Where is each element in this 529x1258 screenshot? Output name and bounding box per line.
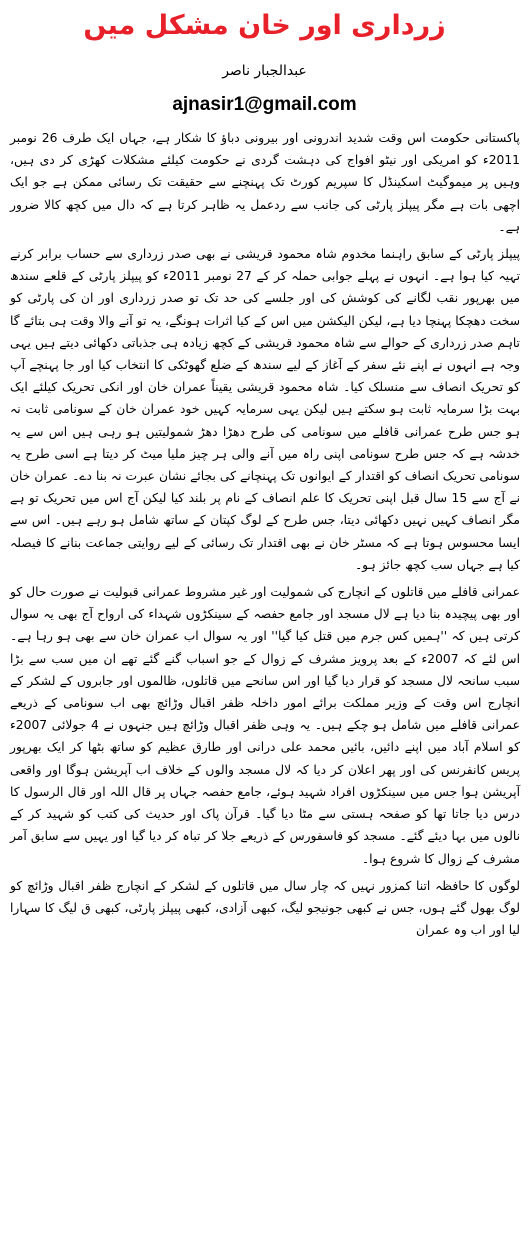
- author-email: ajnasir1@gmail.com: [172, 94, 357, 115]
- article-title: زرداری اور خان مشکل میں: [83, 10, 446, 41]
- author-name: عبدالجبار ناصر: [222, 63, 307, 79]
- article-paragraph: پیپلز پارٹی کے سابق راہنما مخدوم شاہ محمود قریشی نے بھی صدر زرداری سے حساب برابر کرنے تہیہ کیا ہوا ہے۔ انہوں نے پہلے جوابی حملہ کر کے 27 نومبر 2011ء کو پیپلز پارٹی کے قلعے سندھ میں بھرپور نقب لگانے کی کوشش کی اور جلسے کی حد تک تو صدر زرداری اور ان کی پارٹی کو سخت دھچکا پہنچا دیا ہے، لیکن الیکشن میں اس کے کیا اثرات ہونگے، یہ تو آنے والا وقت ہی بتائے گا تاہم صدر زرداری کے حوالے سے شاہ محمود قریشی کے کچھ زیادہ ہی جذباتی دکھائی دیتے ہیں یہی وجہ ہے انہوں نے اپنے نئے سفر کے آغاز کے لیے سندھ کے ضلع گھوٹکی کا انتخاب کیا اور جا پہنچے آپ کو تحریک انصاف سے منسلک کیا۔ شاہ محمود قریشی یقیناً عمران خان اور انکی تحریک کیلئے ایک بہت بڑا سرمایہ ثابت ہو سکتے ہیں لیکن یہی سرمایہ کہیں خود عمران خان کے سونامی ثابت نہ ہو جس طرح عمرانی قافلے میں سونامی کی طرح دھڑا دھڑ شمولیتیں ہو رہی ہیں اس سے یہ خدشہ ہے کہ جس طرح سونامی اپنی راہ میں آنے والی ہر چیز ملیا میٹ کر دیتا ہے اسی طرح یہ سونامی تحریک انصاف کو اقتدار کے ایوانوں تک پہنچانے کی بجائے نشان عبرت نہ بنا دے۔ عمران خان نے آج سے 15 سال قبل اپنی تحریک کا علم انصاف کے نام پر بلند کیا لیکن آج اس میں تحریک تو ہے مگر انصاف کہیں نہیں دکھائی دیتا، جس طرح کے لوگ کپتان کے ساتھ شامل ہو رہے ہیں۔ اس سے ایسا محسوس ہوتا ہے کہ مسٹر خان نے بھی اقتدار تک رسائی کے لیے روایتی جماعت بنانے کا فیصلہ کیا ہے جہاں سب کچھ جائز ہو۔: [10, 247, 520, 572]
- article-paragraph: لوگوں کا حافظہ اتنا کمزور نہیں کہ چار سال میں قاتلوں کے لشکر کے انچارج ظفر اقبال وڑائچ کو لوگ بھول گئے ہوں، جس نے کبھی جونیجو لیگ، کبھی آزادی، کبھی پیپلز پارٹی، کبھی ق لیگ کا سہارا لیا اور اب وہ عمران: [10, 878, 520, 938]
- article-body: [10, 127, 520, 946]
- article-paragraph: عمرانی قافلے میں قاتلوں کے انچارج کی شمولیت اور غیر مشروط عمرانی قبولیت نے صورت حال کو اور بھی پیچیدہ بنا دیا ہے لال مسجد اور جامع حفصہ کے سینکڑوں شہداء کی ارواح آج بھی یہ سوال کرتی ہیں کہ ''ہمیں کس جرم میں قتل کیا گیا'' اور یہ سوال اب عمران خان سے بھی ہو رہا ہے۔ اس لئے کہ 2007ء کے بعد پرویز مشرف کے زوال کے جو اسباب گنے گئے تھے ان میں سب سے بڑا سبب سانحہ لال مسجد کو قرار دیا گیا اور اس سانحے میں قاتلوں، ظالموں اور جابروں کے لشکر کے انچارج اس وقت کے وزیر مملکت برائے امور داخلہ ظفر اقبال وڑائچ بھی اب سونامی کے ذریعے عمرانی قافلے میں شامل ہو چکے ہیں۔ یہ وہی ظفر اقبال وڑائچ ہیں جنہوں نے 4 جولائی 2007ء کو اسلام آباد میں اپنے دائیں، بائیں محمد علی درانی اور طارق عظیم کو ساتھ بٹھا کر ایک بھرپور پریس کانفرنس کی اور پھر اعلان کر دیا کہ لال مسجد والوں کے خلاف اب آپریشن ہوگا اور واقعی آپریشن ہوا جس میں سینکڑوں افراد شہید ہوئے، جامع حفصہ جہاں پر قال اللہ اور قال الرسول کا درس دیا جاتا تھا کو صفحہ ہستی سے مٹا دیا گیا۔ قرآن پاک اور حدیث کی کتب کو شہید کر کے نالوں میں بہا دیئے گئے۔ مسجد کو فاسفورس کے ذریعے جلا کر تباہ کر دیا گیا اور یہیں سے سابق آمر مشرف کے زوال کا شروع ہوا۔: [10, 585, 520, 866]
- article-paragraph: پاکستانی حکومت اس وقت شدید اندرونی اور بیرونی دباؤ کا شکار ہے، جہاں ایک طرف 26 نومبر 2011ء کو امریکی اور نیٹو افواج کی دہشت گردی نے حکومت کیلئے مشکلات کھڑی کر دی ہیں، وہیں پر میموگیٹ اسکینڈل کا سپریم کورٹ تک پہنچنے سے حقیقت تک رسائی ممکن ہے جو ایک اچھی بات ہے مگر پیپلز پارٹی کی جانب سے ردعمل یہ ظاہر کرتا ہے کہ دال میں کچھ کالا ضرور ہے۔: [10, 131, 520, 234]
